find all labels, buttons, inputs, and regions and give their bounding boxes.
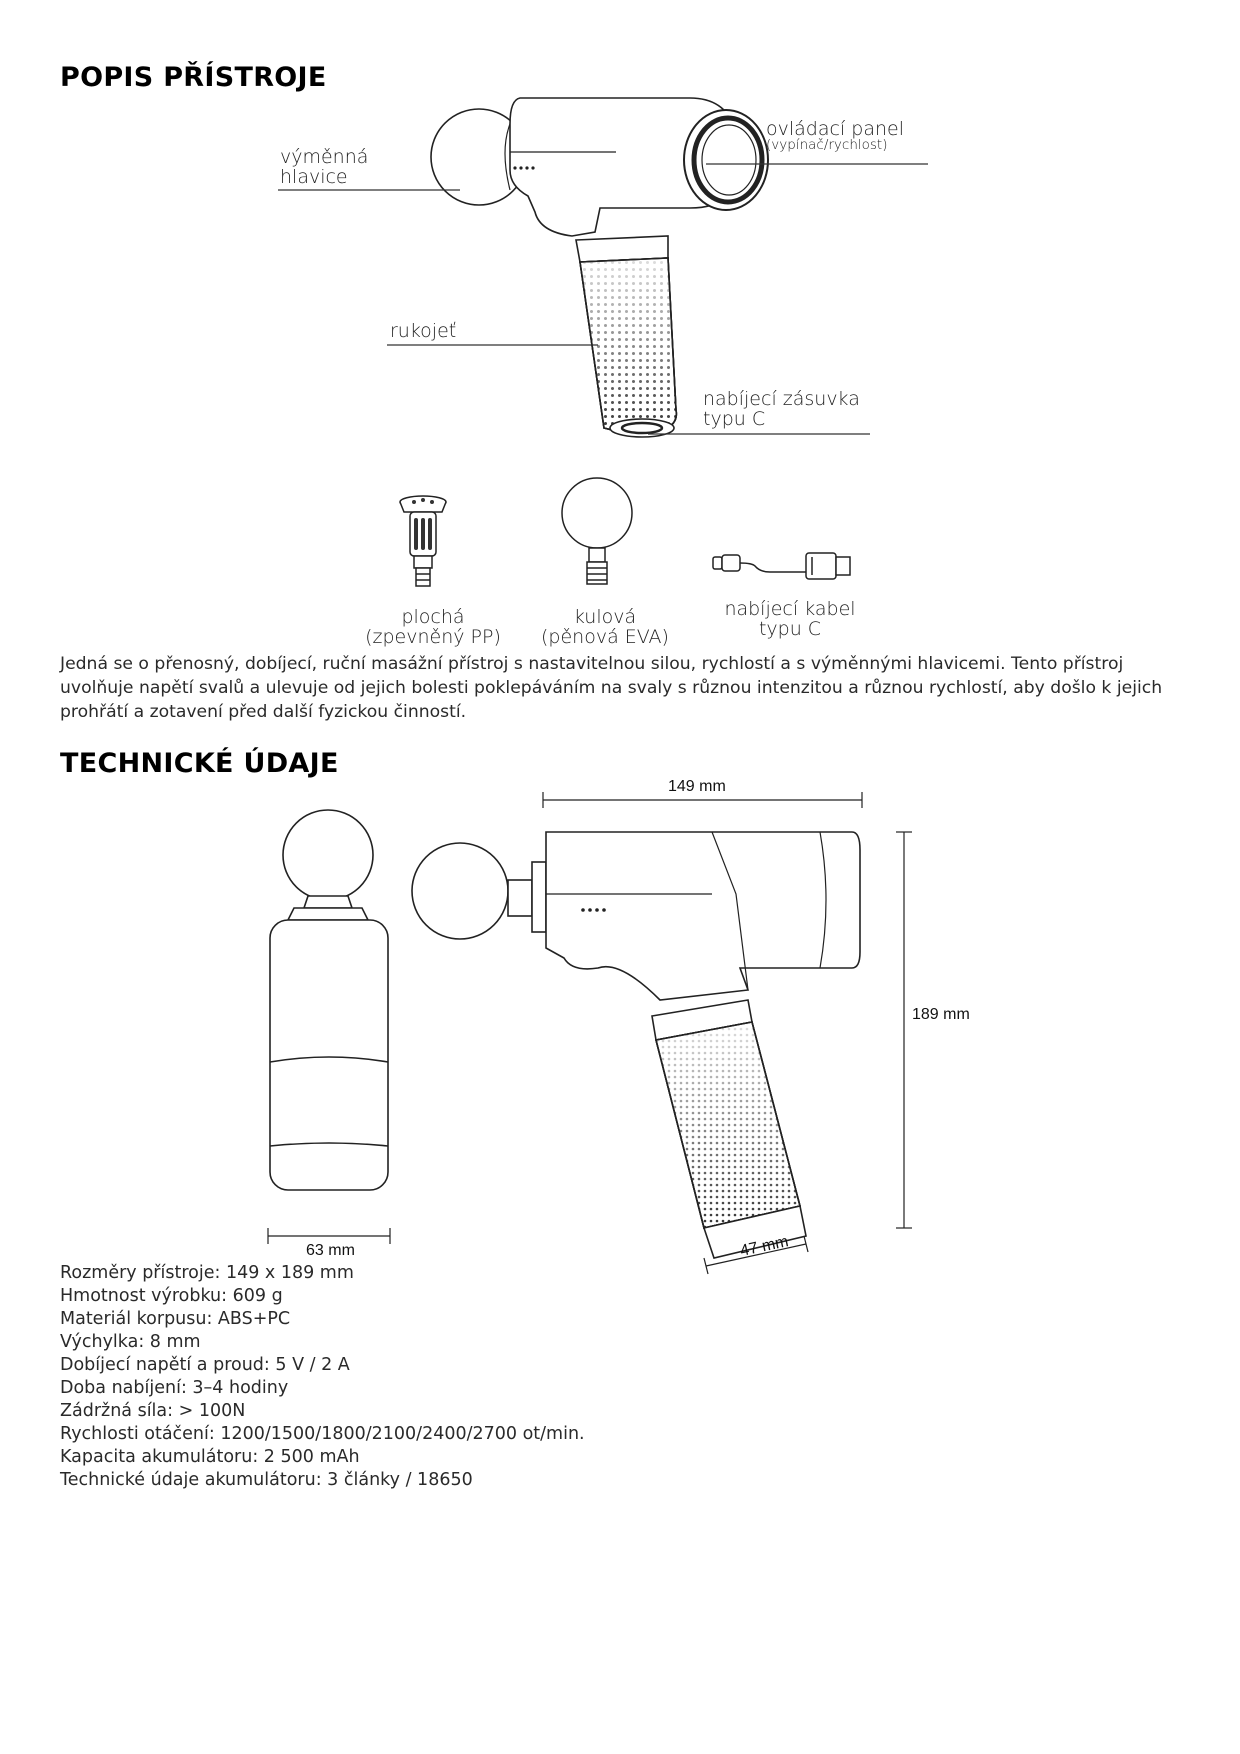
accessory-flat-label: plochá (zpevněný PP)	[365, 606, 501, 648]
massage-gun-side-view	[270, 810, 388, 1190]
dimension-side-width: 63 mm	[306, 1242, 355, 1259]
ball-head-icon	[562, 478, 632, 584]
spec-item: Rozměry přístroje: 149 x 189 mm	[60, 1263, 354, 1283]
spec-item: Materiál korpusu: ABS+PC	[60, 1309, 291, 1329]
usb-cable-icon	[713, 553, 850, 579]
spec-item: Zádržná síla: > 100N	[60, 1401, 246, 1421]
spec-item: Dobíjecí napětí a proud: 5 V / 2 A	[60, 1355, 350, 1375]
spec-list	[60, 1262, 585, 1492]
spec-item: Hmotnost výrobku: 609 g	[60, 1286, 283, 1306]
flat-head-icon	[400, 496, 446, 586]
massage-gun-front-view	[412, 832, 860, 1258]
spec-item: Rychlosti otáčení: 1200/1500/1800/2100/2400/2700 ot/min.	[60, 1424, 585, 1444]
product-description: Jedná se o přenosný, dobíjecí, ruční masážní přístroj s nastavitelnou silou, rychlostí a s výměnnými hlavicemi. Tento přístroj uvolňuje napětí svalů a ulevuje od jejich bolesti poklepáváním na svaly s různou intenzitou a různou rychlostí, aby došlo k jejich prohřátí a zotavení před další fyzickou činností.	[60, 654, 1163, 722]
dimension-grip-width: 47 mm	[738, 1233, 791, 1260]
callout-interchangeable-head: výměnná hlavice	[280, 146, 369, 188]
callout-charging-port: nabíjecí zásuvka typu C	[703, 388, 860, 430]
accessory-ball-label: kulová (pěnová EVA)	[541, 606, 669, 648]
callout-handle: rukojeť	[390, 320, 457, 342]
callout-control-panel: ovládací panel (vypínač/rychlost)	[766, 118, 904, 153]
spec-item: Doba nabíjení: 3–4 hodiny	[60, 1378, 289, 1398]
spec-item: Kapacita akumulátoru: 2 500 mAh	[60, 1447, 360, 1467]
accessory-cable-label: nabíjecí kabel typu C	[724, 598, 856, 640]
dimension-length: 149 mm	[668, 778, 726, 795]
spec-item: Výchylka: 8 mm	[60, 1332, 201, 1352]
dimension-height: 189 mm	[912, 1006, 970, 1023]
section-title-technical: TECHNICKÉ ÚDAJE	[60, 748, 339, 779]
section-title-description: POPIS PŘÍSTROJE	[60, 62, 327, 93]
massage-gun-top	[431, 98, 768, 437]
spec-item: Technické údaje akumulátoru: 3 články / 18650	[60, 1470, 473, 1490]
